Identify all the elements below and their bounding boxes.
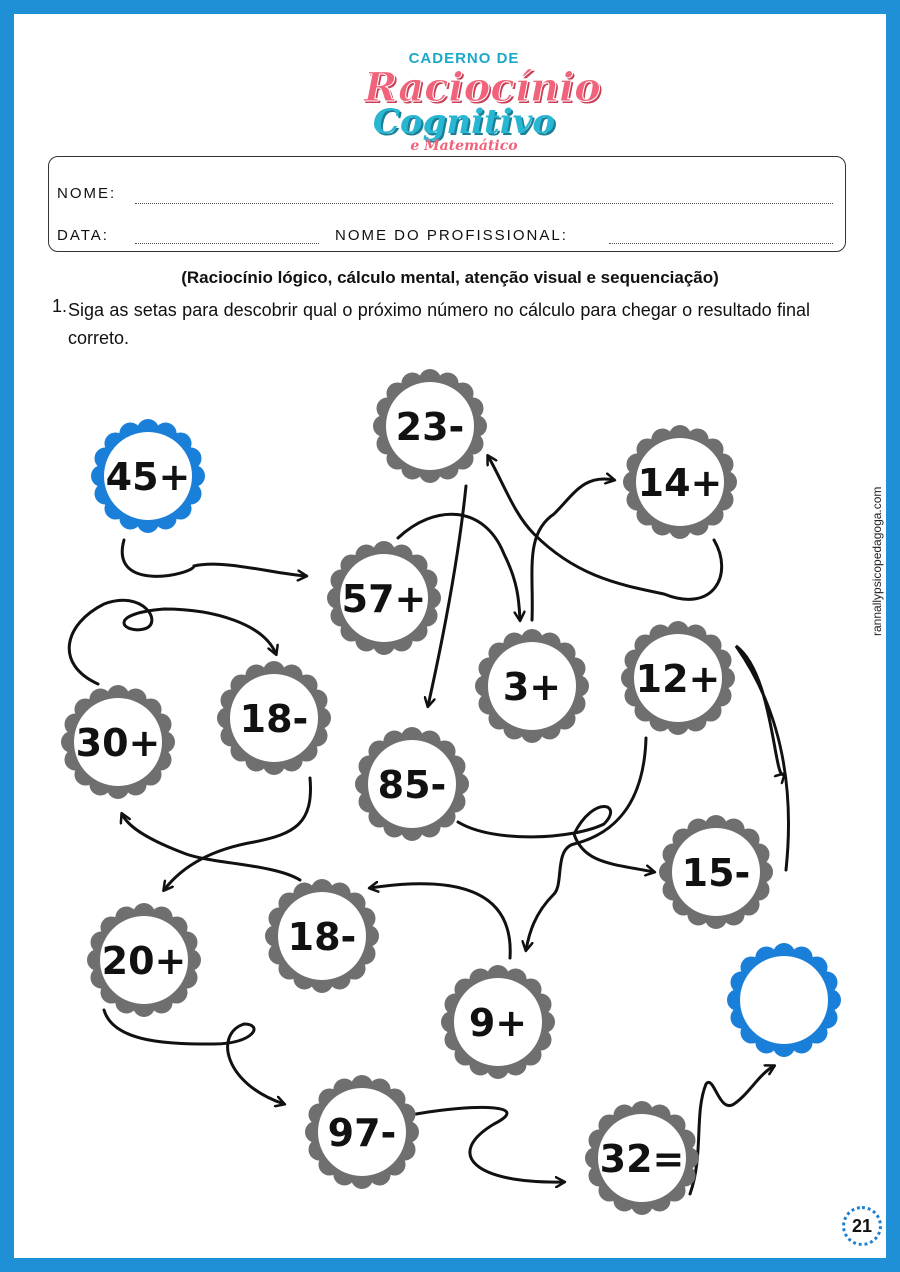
flower-45 [91,419,205,533]
flower-3 [475,629,589,743]
logo-top-text: CADERNO DE [408,50,520,67]
skills-subtitle: (Raciocínio lógico, cálculo mental, atenção visual e sequenciação) [181,268,719,287]
flower-85 [355,727,469,841]
flower-9 [441,965,555,1079]
name-label: NOME: [57,185,117,202]
logo-title-line1: Raciocínio [364,64,601,111]
arrow-97-to-32 [416,1107,564,1182]
flower-label: 3+ [502,665,562,709]
arrow-32-to-answer [690,1066,774,1194]
flower-answer[interactable] [727,943,841,1057]
flower-label: 20+ [101,939,187,983]
arrow-18b-to-30 [122,814,300,880]
flower-label: 14+ [637,461,723,505]
arrow-maze [14,14,886,1258]
flower-15 [659,815,773,929]
flower-label: 45+ [105,455,191,499]
flower-20 [87,903,201,1017]
flower-label: 18- [287,915,357,959]
flower-label: 18- [239,697,309,741]
logo-title-line2: Cognitivo [372,102,556,142]
flower-label: 85- [377,763,447,807]
flower-18a [217,661,331,775]
arrow-12-to-9 [526,738,646,950]
flower-label: 57+ [341,577,427,621]
date-label: DATA: [57,227,109,244]
flower-label: 9+ [468,1001,528,1045]
flower-label: 23- [395,405,465,449]
flower-18b [265,879,379,993]
flower-label: 12+ [635,657,721,701]
flower-center [740,956,828,1044]
arrow-45-to-57 [122,540,306,576]
website-credit: rannallypsicopedagoga.com [870,486,884,636]
flower-57 [327,541,441,655]
flower-97 [305,1075,419,1189]
flower-12 [621,621,735,735]
flower-14 [623,425,737,539]
arrow-3-to-14 [532,479,614,620]
flower-label: 15- [681,851,751,895]
flower-label: 30+ [75,721,161,765]
arrow-9-to-18b [370,884,510,958]
flower-label: 97- [327,1111,397,1155]
professional-label: NOME DO PROFISSIONAL: [335,227,568,244]
worksheet-page [14,14,886,1258]
logo-title-line3: e Matemático [410,138,518,154]
flower-32 [585,1101,699,1215]
page-number-badge: 21 [842,1206,882,1246]
flower-30 [61,685,175,799]
arrow-20-to-97 [104,1010,284,1104]
arrow-85-to-15 [458,807,654,873]
flower-label: 32= [599,1137,685,1181]
instruction-number: 1. [52,296,68,316]
instruction-text: Siga as setas para descobrir qual o próximo número no cálculo para chegar o resultado final correto. [68,300,810,348]
flower-23 [373,369,487,483]
arrow-30-to-18a [69,600,276,684]
